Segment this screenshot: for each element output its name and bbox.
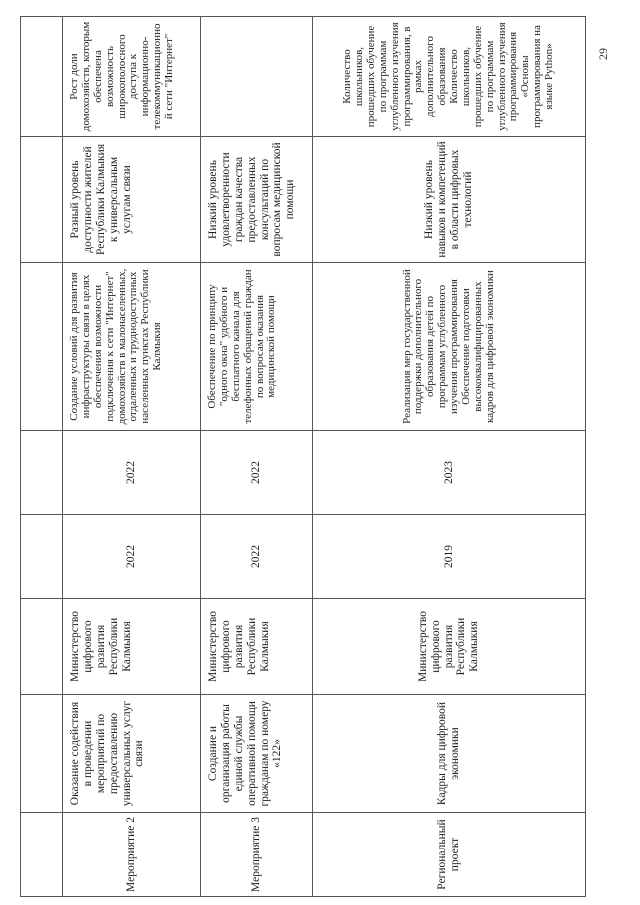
activity-name-cell: Оказание содействия в проведении мероприятий по предоставлению универсальных услуг связи [63,695,201,813]
table-cell-blank [21,17,63,137]
page-number: 29 [596,48,610,60]
consequences-cell: Разный уровень доступности жителей Республики Калмыкия к универсальным услугам связи [63,137,201,263]
end-year-cell: 2023 [313,431,586,515]
row-type-cell: Мероприятие 3 [201,813,313,897]
table-cell-blank [21,599,63,695]
activity-name-cell: Создание и организация работы единой службы оперативной помощи гражданам по номеру «122» [201,695,313,813]
table-cell-blank [21,137,63,263]
expected-result-cell: Создание условий для развития инфраструктуры связи в целях обеспечения возможности подключения к сети "Интернет" домохозяйств в малонаселенных, отдаленных и труднодоступных населенных пунктах Республики Калмыкия [63,263,201,431]
start-year-cell: 2019 [313,515,586,599]
activities-table [20,16,586,897]
end-year-cell: 2022 [201,431,313,515]
table-cell-blank [21,813,63,897]
table-cell-blank [21,431,63,515]
executor-cell: Министерство цифрового развития Республики Калмыкия [313,599,586,695]
executor-cell: Министерство цифрового развития Республики Калмыкия [201,599,313,695]
row-type-cell: Мероприятие 2 [63,813,201,897]
expected-result-cell: Реализация мер государственной поддержки дополнительного образования детей по программам углубленного изучения программирования Обеспечение подготовки высококвалифицированных кадров для цифровой экономики [313,263,586,431]
activity-name-cell: Кадры для цифровой экономики [313,695,586,813]
table-row [201,17,313,897]
table-row [63,17,201,897]
consequences-cell: Низкий уровень навыков и компетенций в области цифровых технологий [313,137,586,263]
start-year-cell: 2022 [63,515,201,599]
table-row-blank-top [21,17,63,897]
expected-result-cell: Обеспечение по принципу "одного окна" удобного и бесплатного канала для телефонных обращений граждан по вопросам оказания медицинской помощи [201,263,313,431]
indicator-cell: Количество школьников, прошедших обучение по программам углубленного изучения программирования, в рамках дополнительного образования Количество школьников, прошедших обучение по программам углубленного изучения программирования «Основы программирования на языке Python» [313,17,586,137]
table-row [313,17,586,897]
row-type-cell: Региональный проект [313,813,586,897]
end-year-cell: 2022 [63,431,201,515]
indicator-cell [201,17,313,137]
table-cell-blank [21,263,63,431]
table-cell-blank [21,515,63,599]
executor-cell: Министерство цифрового развития Республики Калмыкия [63,599,201,695]
indicator-cell: Рост доли домохозяйств, которым обеспечена возможность широкополосного доступа к информационно-телекоммуникационной сети "Интернет" [63,17,201,137]
consequences-cell: Низкий уровень удовлетворенности граждан качества предоставленных консультаций по вопросам медицинской помощи [201,137,313,263]
start-year-cell: 2022 [201,515,313,599]
table-cell-blank [21,695,63,813]
